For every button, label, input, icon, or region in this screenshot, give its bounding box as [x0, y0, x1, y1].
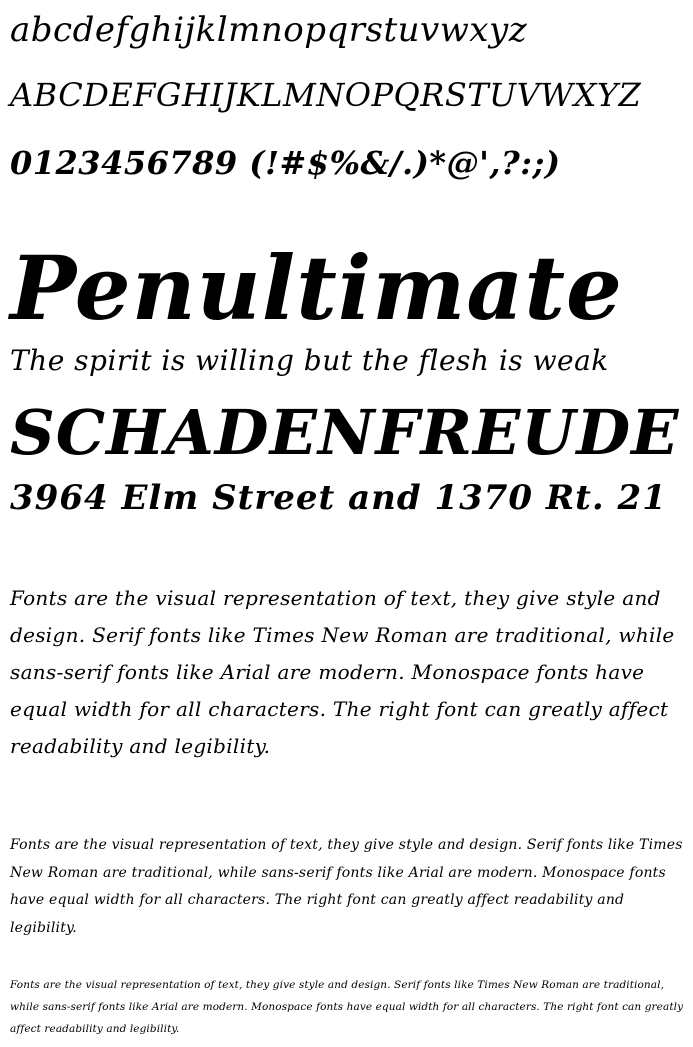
sample-sentence: The spirit is willing but the flesh is weak [10, 344, 609, 377]
lowercase-alphabet: abcdefghijklmnopqrstuvwxyz [10, 10, 528, 50]
paragraph-small: Fonts are the visual representation of text, they give style and design. Serif fonts like Times New Roman are traditional, while sans-serif fonts like Arial are modern. Monospace fonts have equal width for all characters. The right font can greatly affect readability and legibility. [10, 979, 684, 1035]
paragraph-large: Fonts are the visual representation of text, they give style and design. Serif fonts like Times New Roman are traditional, while sans-serif fonts like Arial are modern. Monospace fonts have equal width for all characters. The right font can greatly affect readability and legibility. [10, 586, 675, 758]
numerals-and-symbols: 0123456789 (!#$%&/.)*@',?:;) [10, 144, 561, 182]
address-line: 3964 Elm Street and 1370 Rt. 21 [10, 478, 667, 518]
caps-word: SCHADENFREUDE [10, 396, 680, 469]
uppercase-alphabet: ABCDEFGHIJKLMNOPQRSTUVWXYZ [10, 76, 642, 114]
display-word: Penultimate [10, 236, 624, 340]
paragraph-medium: Fonts are the visual representation of text, they give style and design. Serif fonts like Times New Roman are traditional, while sans-serif fonts like Arial are modern. Monospace fonts have equal width for all characters. The right font can greatly affect readability and legibility. [10, 837, 683, 936]
